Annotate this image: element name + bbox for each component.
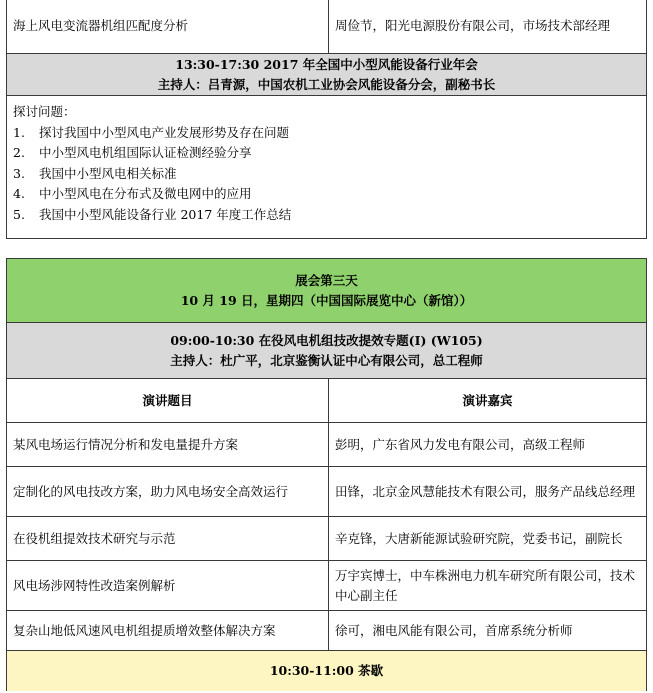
speaker-column-header: 演讲嘉宾 [462, 392, 513, 408]
list-item: 4. 中小型风电在分布式及微电网中的应用 [13, 186, 252, 201]
agenda-table-1 [6, 0, 647, 239]
topic-cell: 海上风电变流器机组匹配度分析 [7, 0, 329, 53]
session-header-row [7, 323, 646, 379]
speaker-cell: 田锋，北京金风慧能技术有限公司，服务产品线总经理 [335, 483, 636, 499]
list-item: 1. 探讨我国中小型风电产业发展形势及存在问题 [13, 124, 290, 140]
topic-cell: 在役机组提效技术研究与示范 [7, 517, 329, 560]
session-header [7, 54, 646, 95]
discussion-row [7, 96, 646, 238]
list-item: 5. 我国中小型风能设备行业 2017 年度工作总结 [13, 206, 292, 222]
topic-cell: 风电场涉网特性改造案例解析 [7, 561, 329, 610]
table-row [7, 0, 646, 54]
speaker-cell: 周俭节，阳光电源股份有限公司，市场技术部经理 [335, 18, 611, 33]
tea-break: 10:30-11:00 茶歇 [7, 651, 646, 691]
speaker-cell: 徐可，湘电风能有限公司，首席系统分析师 [335, 622, 573, 638]
topic-cell: 定制化的风电技改方案，助力风电场安全高效运行 [7, 467, 329, 516]
agenda-table-2 [6, 258, 647, 691]
topic-cell: 某风电场运行情况分析和发电量提升方案 [7, 423, 329, 466]
discussion-heading: 探讨问题： [13, 104, 76, 119]
day-header [7, 259, 646, 322]
column-header-row [7, 379, 646, 423]
session-header-row [7, 54, 646, 96]
day-title: 展会第三天 [295, 272, 358, 288]
break-row [7, 651, 646, 691]
table-row [7, 611, 646, 651]
speaker-cell: 万宇宾博士，中车株洲电力机车研究所有限公司，技术中心副主任 [335, 567, 636, 603]
table-row [7, 561, 646, 611]
speaker-cell: 辛克锋，大唐新能源试验研究院，党委书记，副院长 [335, 530, 623, 546]
day-date: 10 月 19 日，星期四（中国国际展览中心（新馆）） [180, 292, 473, 308]
topic-column-header: 演讲题目 [7, 379, 329, 422]
list-item: 3. 我国中小型风电相关标准 [13, 165, 177, 181]
table-row [7, 423, 646, 467]
table-row [7, 467, 646, 517]
session-host: 主持人：吕青源，中国农机工业协会风能设备分会，副秘书长 [157, 76, 496, 92]
list-item: 2. 中小型风电机组国际认证检测经验分享 [13, 145, 252, 160]
topic-cell: 复杂山地低风速风电机组提质增效整体解决方案 [7, 611, 329, 650]
day-header-row [7, 259, 646, 323]
table-row [7, 517, 646, 561]
session-header [7, 323, 646, 378]
speaker-cell: 彭明，广东省风力发电有限公司，高级工程师 [335, 436, 586, 452]
session-time-title: 09:00-10:30 在役风电机组技改提效专题(I) (W105) [170, 332, 483, 348]
session-time-title: 13:30-17:30 2017 年全国中小型风能设备行业年会 [175, 56, 478, 72]
discussion-list [7, 96, 646, 238]
session-host: 主持人：杜广平，北京鉴衡认证中心有限公司，总工程师 [170, 352, 483, 368]
